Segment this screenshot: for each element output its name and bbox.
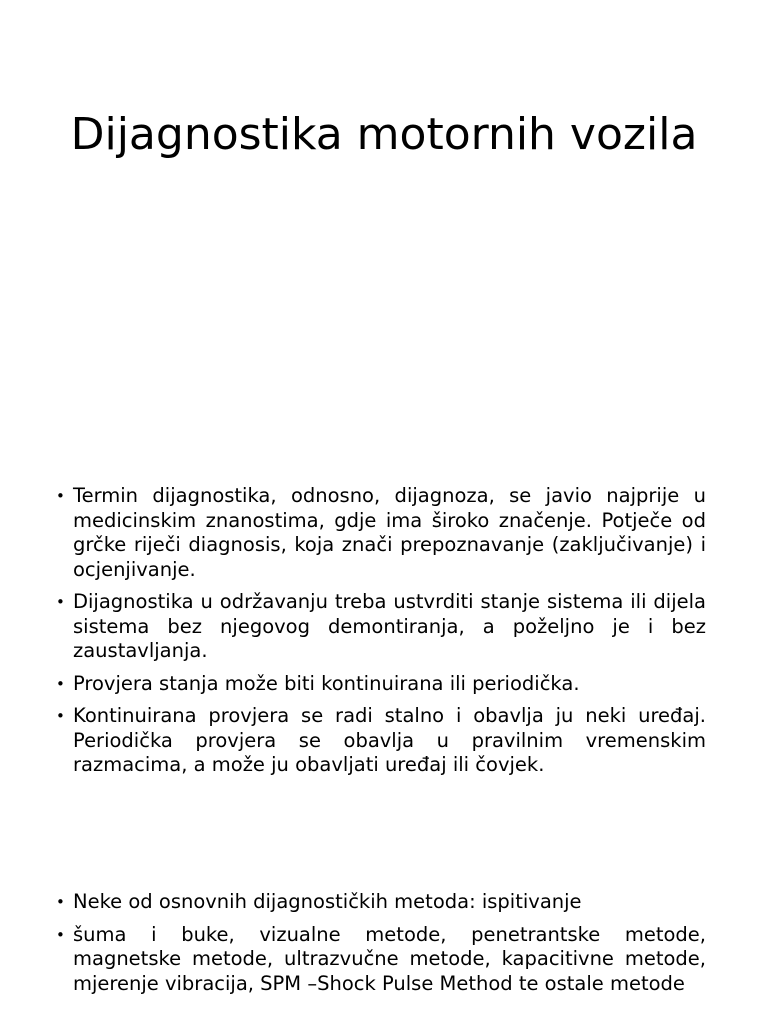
bullet-text: Dijagnostika u održavanju treba ustvrditi stanje sistema ili dijela sistema bez njegovog demontiranja, a poželjno je i bez zaustavljanja. — [73, 590, 706, 662]
bullet-icon: • — [56, 925, 65, 944]
bullet-icon: • — [56, 674, 65, 693]
bullet-icon: • — [56, 487, 65, 505]
bullet-text: Neke od osnovnih dijagnostičkih metoda: ispitivanje — [73, 890, 582, 913]
main-bullet-list — [56, 484, 706, 786]
slide-title: Dijagnostika motornih vozila — [70, 109, 698, 160]
bullet-text: šuma i buke, vizualne metode, penetrantske metode, magnetske metode, ultrazvučne metode, kapacitivne metode, mjerenje vibracija, SPM –Shock Pulse Method te ostale metode — [73, 922, 706, 995]
bullet-icon: • — [56, 707, 65, 725]
bullet-item-continuous-periodic — [56, 704, 706, 778]
bullet-text: Provjera stanja može biti kontinuirana ili periodička. — [73, 671, 580, 695]
bullet-item-methods-intro — [56, 890, 706, 915]
bullet-item-term — [56, 484, 706, 582]
methods-bullet-list — [56, 890, 706, 1004]
bullet-text: Termin dijagnostika, odnosno, dijagnoza, se javio najprije u medicinskim znanostima, gdje ima široko značenje. Potječe od grčke riječi diagnosis, koja znači prepoznavanje (zaključivanje) i ocjenjivanje. — [73, 484, 706, 581]
bullet-icon: • — [56, 893, 65, 911]
bullet-icon: • — [56, 593, 65, 611]
bullet-item-maintenance — [56, 590, 706, 664]
bullet-item-methods-list — [56, 923, 706, 997]
bullet-text: Kontinuirana provjera se radi stalno i obavlja ju neki uređaj. Periodička provjera se obavlja u pravilnim vremenskim razmacima, a može ju obavljati uređaj ili čovjek. — [73, 704, 706, 776]
bullet-item-check-type — [56, 672, 706, 697]
